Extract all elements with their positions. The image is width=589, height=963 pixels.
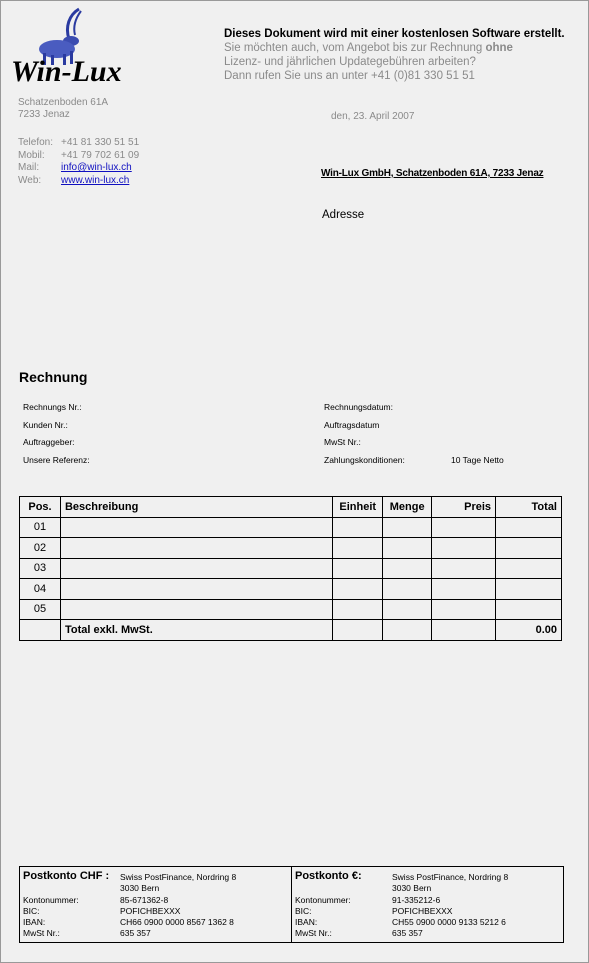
telefon-value: +41 81 330 51 51 — [61, 137, 140, 148]
bank-details — [19, 866, 564, 943]
bank-chf-title: Postkonto CHF : — [23, 870, 110, 882]
header-unit: Einheit — [333, 497, 383, 518]
recipient-address-placeholder: Adresse — [322, 209, 365, 221]
total-row-spacer — [20, 620, 61, 641]
header-pos: Pos. — [20, 497, 61, 518]
description-cell[interactable] — [60, 538, 332, 559]
pos-cell: 02 — [20, 538, 61, 559]
mobil-value: +41 79 702 61 09 — [61, 149, 140, 161]
promo-line-4: Dann rufen Sie uns an unter +41 (0)81 330 51 51 — [224, 70, 475, 82]
pos-cell: 01 — [20, 517, 61, 538]
price-cell[interactable] — [432, 538, 496, 559]
price-cell[interactable] — [432, 579, 496, 600]
bank-eur-bic-label: BIC: — [295, 906, 312, 916]
total-value: 0.00 — [496, 620, 562, 641]
bank-eur — [291, 867, 563, 942]
return-address: Win-Lux GmbH, Schatzenboden 61A, 7233 Jenaz — [321, 168, 544, 179]
table-row — [20, 558, 562, 579]
bank-eur-mwst: 635 357 — [392, 928, 423, 938]
promo-line-2 — [224, 41, 565, 55]
promo-line-1: Dieses Dokument wird mit einer kostenlosen Software erstellt. — [224, 28, 565, 40]
pos-cell: 04 — [20, 579, 61, 600]
web-link[interactable]: www.win-lux.ch — [61, 174, 130, 186]
logo-text: Win-Lux — [11, 55, 122, 85]
meta-label-client: Auftraggeber: — [23, 437, 75, 447]
web-label: Web: — [18, 174, 42, 186]
meta-label-reference: Unsere Referenz: — [23, 455, 90, 465]
bank-chf-line2: 3030 Bern — [120, 883, 160, 893]
bank-eur-bic: POFICHBEXXX — [392, 906, 453, 916]
bank-eur-line2: 3030 Bern — [392, 883, 432, 893]
quantity-cell[interactable] — [383, 517, 432, 538]
bank-chf-mwst-label: MwSt Nr.: — [23, 928, 60, 938]
bank-eur-iban-label: IBAN: — [295, 917, 318, 927]
bank-chf-iban: CH66 0900 0000 8567 1362 8 — [120, 917, 234, 927]
items-table — [19, 496, 562, 641]
win-lux-logo — [9, 5, 169, 85]
mail-label: Mail: — [18, 162, 40, 173]
pos-cell: 05 — [20, 599, 61, 620]
meta-label-payment-terms: Zahlungskonditionen: — [324, 455, 405, 465]
quantity-cell[interactable] — [383, 599, 432, 620]
meta-label-invoice-no: Rechnungs Nr.: — [23, 402, 82, 412]
promo-line-2a: Sie möchten auch, vom Angebot bis zur Rechnung — [224, 42, 486, 54]
bank-chf-konto-label: Kontonummer: — [23, 895, 79, 905]
header-total: Total — [496, 497, 562, 518]
promo-text — [224, 27, 565, 83]
header-description: Beschreibung — [60, 497, 332, 518]
total-row-unit — [333, 620, 383, 641]
description-cell[interactable] — [60, 599, 332, 620]
total-row-quantity — [383, 620, 432, 641]
ibex-logo-icon — [9, 5, 169, 85]
meta-label-invoice-date: Rechnungsdatum: — [324, 402, 393, 412]
total-row-price — [432, 620, 496, 641]
table-row — [20, 599, 562, 620]
invoice-date: den, 23. April 2007 — [331, 111, 415, 122]
bank-chf-mwst: 635 357 — [120, 928, 151, 938]
mail-link[interactable]: info@win-lux.ch — [61, 162, 132, 173]
description-cell[interactable] — [60, 579, 332, 600]
meta-label-customer-no: Kunden Nr.: — [23, 420, 68, 430]
unit-cell[interactable] — [333, 517, 383, 538]
promo-line-3: Lizenz- und jährlichen Updategebühren arbeiten? — [224, 56, 476, 68]
bank-chf-bic-label: BIC: — [23, 906, 40, 916]
bank-chf-bic: POFICHBEXXX — [120, 906, 181, 916]
total-cell[interactable] — [496, 517, 562, 538]
total-label: Total exkl. MwSt. — [60, 620, 332, 641]
bank-eur-title: Postkonto €: — [295, 870, 362, 882]
sender-street: Schatzenboden 61A — [18, 97, 109, 108]
table-header-row — [20, 497, 562, 518]
promo-line-2b: ohne — [485, 42, 513, 54]
bank-eur-mwst-label: MwSt Nr.: — [295, 928, 332, 938]
total-double-underline — [19, 640, 562, 641]
bank-eur-konto-label: Kontonummer: — [295, 895, 351, 905]
price-cell[interactable] — [432, 558, 496, 579]
telefon-label: Telefon: — [18, 137, 54, 148]
meta-label-order-date: Auftragsdatum — [324, 420, 380, 430]
sender-address — [18, 97, 108, 121]
contact-block — [18, 137, 139, 187]
sender-city: 7233 Jenaz — [18, 109, 70, 120]
table-row — [20, 579, 562, 600]
quantity-cell[interactable] — [383, 538, 432, 559]
payment-terms-value: 10 Tage Netto — [451, 455, 504, 465]
total-row — [20, 620, 562, 641]
table-row — [20, 517, 562, 538]
unit-cell[interactable] — [333, 599, 383, 620]
bank-eur-iban: CH55 0900 0000 9133 5212 6 — [392, 917, 506, 927]
bank-chf — [20, 867, 291, 942]
total-cell[interactable] — [496, 599, 562, 620]
unit-cell[interactable] — [333, 579, 383, 600]
header-price: Preis — [432, 497, 496, 518]
meta-label-vat-no: MwSt Nr.: — [324, 437, 361, 447]
mobil-label: Mobil: — [18, 149, 45, 161]
bank-eur-konto: 91-335212-6 — [392, 895, 441, 905]
description-cell[interactable] — [60, 558, 332, 579]
total-cell[interactable] — [496, 558, 562, 579]
pos-cell: 03 — [20, 558, 61, 579]
bank-chf-line1: Swiss PostFinance, Nordring 8 — [120, 872, 237, 882]
bank-chf-iban-label: IBAN: — [23, 917, 46, 927]
header-quantity: Menge — [383, 497, 432, 518]
total-cell[interactable] — [496, 579, 562, 600]
quantity-cell[interactable] — [383, 579, 432, 600]
description-cell[interactable] — [60, 517, 332, 538]
bank-eur-line1: Swiss PostFinance, Nordring 8 — [392, 872, 509, 882]
bank-chf-konto: 85-671362-8 — [120, 895, 169, 905]
table-row — [20, 538, 562, 559]
price-cell[interactable] — [432, 599, 496, 620]
quantity-cell[interactable] — [383, 558, 432, 579]
price-cell[interactable] — [432, 517, 496, 538]
total-cell[interactable] — [496, 538, 562, 559]
document-title: Rechnung — [19, 369, 88, 385]
unit-cell[interactable] — [333, 558, 383, 579]
unit-cell[interactable] — [333, 538, 383, 559]
